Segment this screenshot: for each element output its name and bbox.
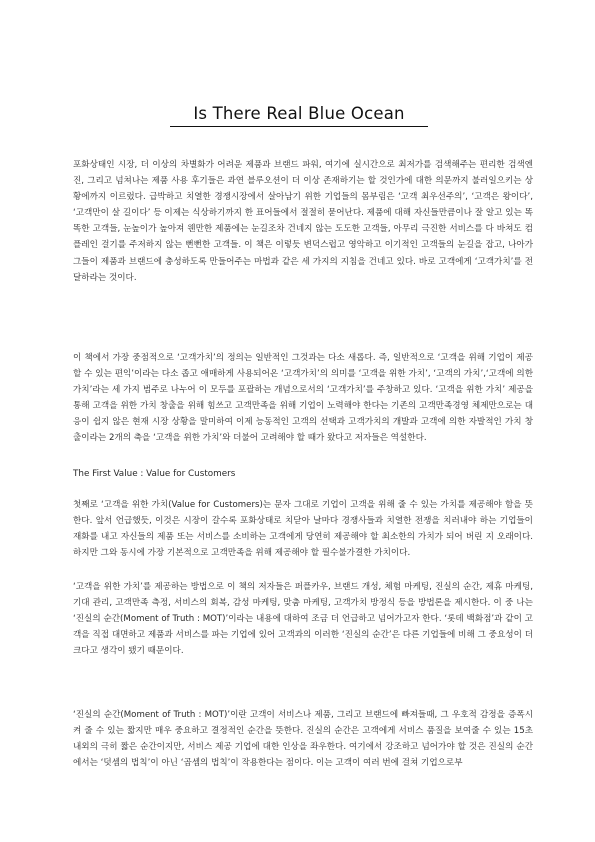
paragraph-moment-of-truth: ‘진실의 순간(Moment of Truth : MOT)’이란 고객이 서비스나 제품, 그리고 브랜드에 빠져들때, 그 우호적 감정을 증폭시켜 줄 수 있는 짧지만 매우 중요하고 결정적인 순간을 뜻한다. 진실의 순간은 고객에게 서비스 품질을 보여줄 수 있는 15초 내외의 극히 짧은 순간이지만, 서비스 제공 기업에 대한 인상을 좌우한다. 여기에서 강조하고 넘어가야 할 것은 진실의 순간에서는 ‘덧셈의 법칙’이 아닌 ‘곱셈의 법칙’이 작용한다는 점이다. 이는 고객이 여러 번에 걸쳐 기업으로부 <box>73 710 533 769</box>
section-heading: The First Value : Value for Customers <box>73 469 236 479</box>
paragraph-first-value: 첫째로 ‘고객을 위한 가치(Value for Customers)는 문자 그대로 기업이 고객을 위해 줄 수 있는 가치를 제공해야 함을 뜻한다. 앞서 언급했듯, 이것은 시장이 갈수록 포화상태로 치닫아 날마다 경쟁사들과 치열한 전쟁을 치러내야 하는 기업들이 재화를 내고 자신들의 제품 또는 서비스를 소비하는 고객에게 당연히 제공해야 할 최소한의 가치가 되어 버린 지 오래이다. 하지만 그와 동시에 가장 기본적으로 고객만족을 위해 제공해야 할 필수불가결한 가치이다. <box>73 500 533 559</box>
paragraph-intro: 포화상태인 시장, 더 이상의 차별화가 어려운 제품과 브랜드 파워, 여기에 실시간으로 최저가를 검색해주는 편리한 검색엔진, 그리고 넘쳐나는 제품 사용 후기들은 과연 블루오션이 더 이상 존재하기는 할 것인가에 대한 의문까지 불러일으키는 상황에까지 이르렀다. 급박하고 치열한 경쟁시장에서 살아남기 위한 기업들의 몸부림은 ‘고객 최우선주의’, ‘고객은 왕이다’, ‘고객만이 살 길이다’ 등 이제는 식상하기까지 한 표어들에서 절절히 묻어난다. 제품에 대해 자신들만큼이나 잘 알고 있는 똑똑한 고객들, 눈높이가 높아져 웬만한 제품에는 눈길조차 건네지 않는 도도한 고객들, 아무리 극진한 서비스를 다 바쳐도 컴플레인 걸기를 주저하지 않는 뻔뻔한 고객들. 이 책은 이렇듯 변덕스럽고 영악하고 이기적인 고객들의 눈길을 잡고, 나아가 그들이 제품과 브랜드에 충성하도록 만들어주는 마법과 같은 세 가지의 지침을 건네고 있다. 바로 고객에게 ‘고객가치’를 전달하라는 것이다. <box>73 160 533 283</box>
paragraph-methods: ‘고객을 위한 가치’를 제공하는 방법으로 이 책의 저자들은 퍼플카우, 브랜드 개성, 체험 마케팅, 진실의 순간, 제휴 마케팅, 기대 관리, 고객만족 측정, 서비스의 회복, 감성 마케팅, 맞춤 마케팅, 고객가치 방정식 등을 방법론을 제시한다. 이 중 나는 ‘진실의 순간(Moment of Truth : MOT)’이라는 내용에 대하여 조금 더 언급하고 넘어가고자 한다. ‘롯데 백화점’과 같이 고객을 직접 대면하고 제품과 서비스를 파는 기업에 있어 고객과의 이러한 ‘진실의 순간’은 다른 기업들에 비해 그 중요성이 더 크다고 생각이 됐기 때문이다. <box>73 582 533 657</box>
paragraph-customer-value: 이 책에서 가장 중점적으로 ‘고객가치’의 정의는 일반적인 그것과는 다소 새롭다. 즉, 일반적으로 ‘고객을 위해 기업이 제공할 수 있는 편익’이라는 다소 좁고 애매하게 사용되어온 ‘고객가치’의 의미를 ‘고객을 위한 가치’, ‘고객의 가치’,‘고객에 의한 가치’라는 세 가지 범주로 나누어 이 모두를 포괄하는 개념으로서의 ‘고객가치’를 주창하고 있다. ‘고객을 위한 가치’ 제공을 통해 고객을 위한 가치 창출을 위해 힘쓰고 고객만족을 위해 기업이 노력해야 한다는 기존의 고객만족경영 체제만으로는 대응이 쉽지 않은 현재 시장 상황을 말미하여 이제 능동적인 고객의 선택과 고객가치의 개발과 고객에 의한 자발적인 가치 창출이라는 2개의 축을 ‘고객을 위한 가치’와 더불어 고려해야 할 때가 왔다고 저자들은 역설한다. <box>73 353 533 444</box>
page-title: Is There Real Blue Ocean <box>170 104 428 127</box>
